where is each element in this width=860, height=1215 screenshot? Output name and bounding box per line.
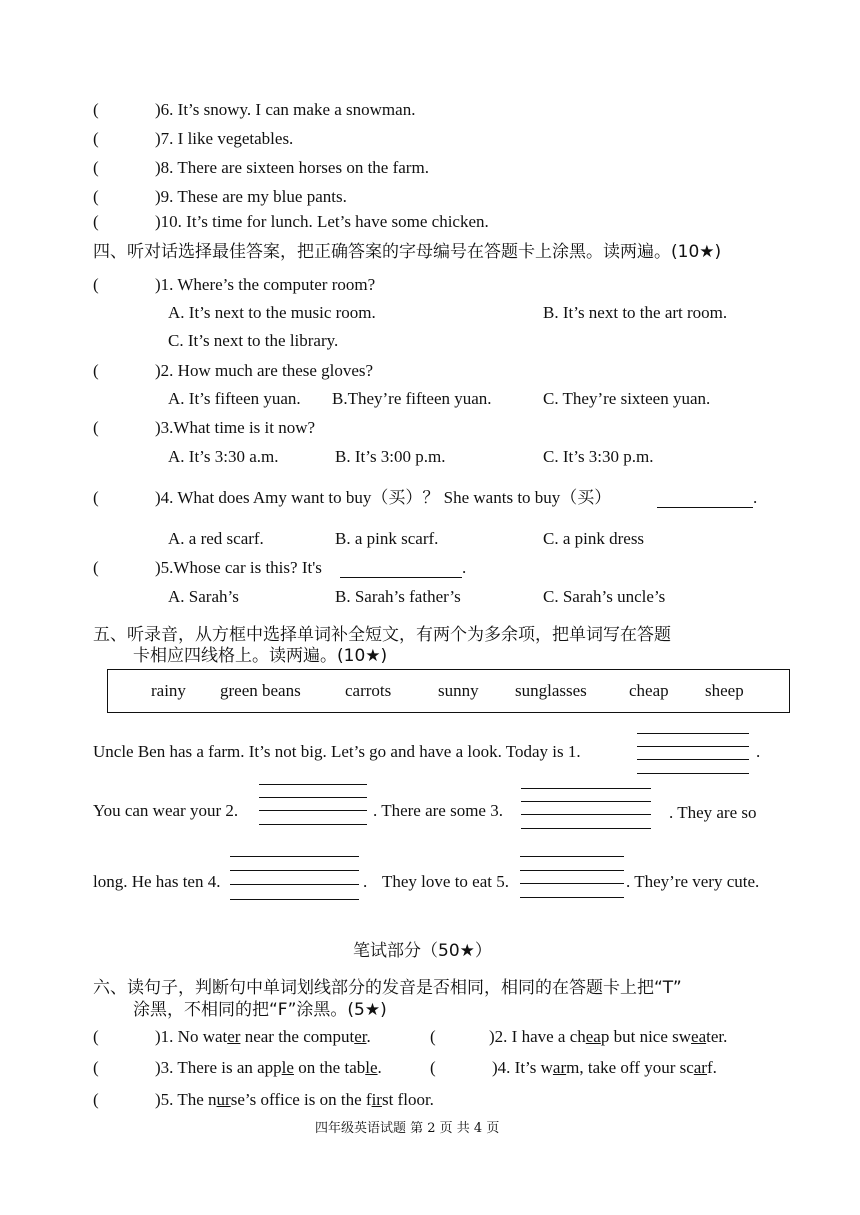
section5-heading-line2: 卡相应四线格上。读两遍。(10★)	[133, 646, 388, 666]
option-b: B. It’s 3:00 p.m.	[335, 447, 446, 466]
question-text: )6. It’s snowy. I can make a snowman.	[155, 100, 416, 119]
question-text: )1. No water near the computer.	[155, 1027, 371, 1046]
option-a: A. a red scarf.	[168, 529, 264, 548]
passage-text: long. He has ten 4.	[93, 872, 221, 891]
question-end: .	[753, 488, 758, 507]
underlined-sound: er	[227, 1027, 241, 1046]
answer-paren: (	[93, 100, 99, 119]
answer-paren: (	[93, 275, 99, 294]
passage-text: . They are so	[669, 803, 757, 822]
section5-heading-line1: 五、听录音，从方框中选择单词补全短文，有两个为多余项，把单词写在答题	[93, 625, 671, 645]
word-bank-item: rainy	[151, 681, 186, 700]
question-text: )8. There are sixteen horses on the farm.	[155, 158, 429, 177]
word-bank-item: cheap	[629, 681, 669, 700]
answer-paren: (	[430, 1027, 436, 1046]
option-a: A. It’s fifteen yuan.	[168, 389, 301, 408]
passage-text: .	[363, 872, 368, 891]
four-line-grid-4	[230, 856, 359, 900]
option-b: B. It’s next to the art room.	[543, 303, 728, 322]
written-part-title: 笔试部分（50★）	[353, 941, 492, 961]
option-c: C. It’s 3:30 p.m.	[543, 447, 654, 466]
answer-paren: (	[430, 1058, 436, 1077]
option-b: B.They’re fifteen yuan.	[332, 389, 492, 408]
underlined-sound: le	[365, 1058, 378, 1077]
passage-text: . There are some 3.	[373, 801, 503, 820]
passage-text: Uncle Ben has a farm. It’s not big. Let’s go and have a look. Today is 1.	[93, 742, 581, 761]
question-text: )1. Where’s the computer room?	[155, 275, 376, 294]
underlined-sound: ur	[216, 1090, 231, 1109]
underlined-sound: le	[281, 1058, 294, 1077]
word-bank-item: green beans	[220, 681, 301, 700]
answer-paren: (	[93, 129, 99, 148]
passage-text: You can wear your 2.	[93, 801, 239, 820]
question-text: )2. I have a cheap but nice sweater.	[489, 1027, 728, 1046]
section4-heading: 四、听对话选择最佳答案，把正确答案的字母编号在答题卡上涂黑。读两遍。(10★)	[93, 242, 722, 262]
underlined-sound: er	[354, 1027, 367, 1046]
four-line-grid-1	[637, 733, 749, 775]
answer-paren: (	[93, 1027, 99, 1046]
answer-paren: (	[93, 212, 99, 231]
question-text: )5. The nurse’s office is on the first floor.	[155, 1090, 434, 1109]
question-text: )4. It’s warm, take off your scarf.	[492, 1058, 717, 1077]
option-c: C. They’re sixteen yuan.	[543, 389, 711, 408]
answer-paren: (	[93, 488, 99, 507]
word-bank-item: sunglasses	[515, 681, 587, 700]
answer-paren: (	[93, 1090, 99, 1109]
option-a: A. It’s next to the music room.	[168, 303, 376, 322]
underlined-sound: ar	[693, 1058, 707, 1077]
answer-paren: (	[93, 1058, 99, 1077]
passage-text: . They’re very cute.	[626, 872, 760, 891]
question-text: )3. There is an apple on the table.	[155, 1058, 382, 1077]
section6-heading-line2: 涂黑，不相同的把“F”涂黑。(5★)	[133, 1000, 387, 1020]
option-c: C. a pink dress	[543, 529, 645, 548]
option-a: A. It’s 3:30 a.m.	[168, 447, 279, 466]
option-a: A. Sarah’s	[168, 587, 239, 606]
question-text: )9. These are my blue pants.	[155, 187, 347, 206]
option-b: B. a pink scarf.	[335, 529, 439, 548]
answer-paren: (	[93, 158, 99, 177]
answer-paren: (	[93, 361, 99, 380]
four-line-grid-2	[259, 784, 367, 826]
word-bank-box	[107, 669, 790, 713]
question-end: .	[462, 558, 467, 577]
four-line-grid-3	[521, 788, 651, 830]
word-bank-item: carrots	[345, 681, 392, 700]
passage-text: .	[756, 742, 761, 761]
answer-paren: (	[93, 418, 99, 437]
section6-heading-line1: 六、读句子，判断句中单词划线部分的发音是否相同，相同的在答题卡上把“T”	[93, 978, 682, 998]
four-line-grid-5	[520, 856, 624, 898]
option-c: C. Sarah’s uncle’s	[543, 587, 666, 606]
answer-blank	[340, 561, 462, 578]
passage-text: They love to eat 5.	[382, 872, 509, 891]
answer-paren: (	[93, 558, 99, 577]
question-text: )2. How much are these gloves?	[155, 361, 374, 380]
answer-blank	[657, 491, 753, 508]
option-c: C. It’s next to the library.	[168, 331, 339, 350]
underlined-sound: ir	[371, 1090, 382, 1109]
question-text: )5.Whose car is this? It's	[155, 558, 322, 577]
option-b: B. Sarah’s father’s	[335, 587, 461, 606]
answer-paren: (	[93, 187, 99, 206]
word-bank-item: sunny	[438, 681, 479, 700]
underlined-sound: ar	[552, 1058, 567, 1077]
underlined-sound: ea	[585, 1027, 601, 1046]
word-bank-item: sheep	[705, 681, 744, 700]
underlined-sound: ea	[691, 1027, 707, 1046]
question-text: )7. I like vegetables.	[155, 129, 294, 148]
question-text: )10. It’s time for lunch. Let’s have some chicken.	[155, 212, 489, 231]
question-text: )4. What does Amy want to buy（买）？ She wants to buy（买）	[155, 488, 612, 507]
question-text: )3.What time is it now?	[155, 418, 316, 437]
page-footer: 四年级英语试题 第 2 页 共 4 页	[315, 1121, 500, 1136]
